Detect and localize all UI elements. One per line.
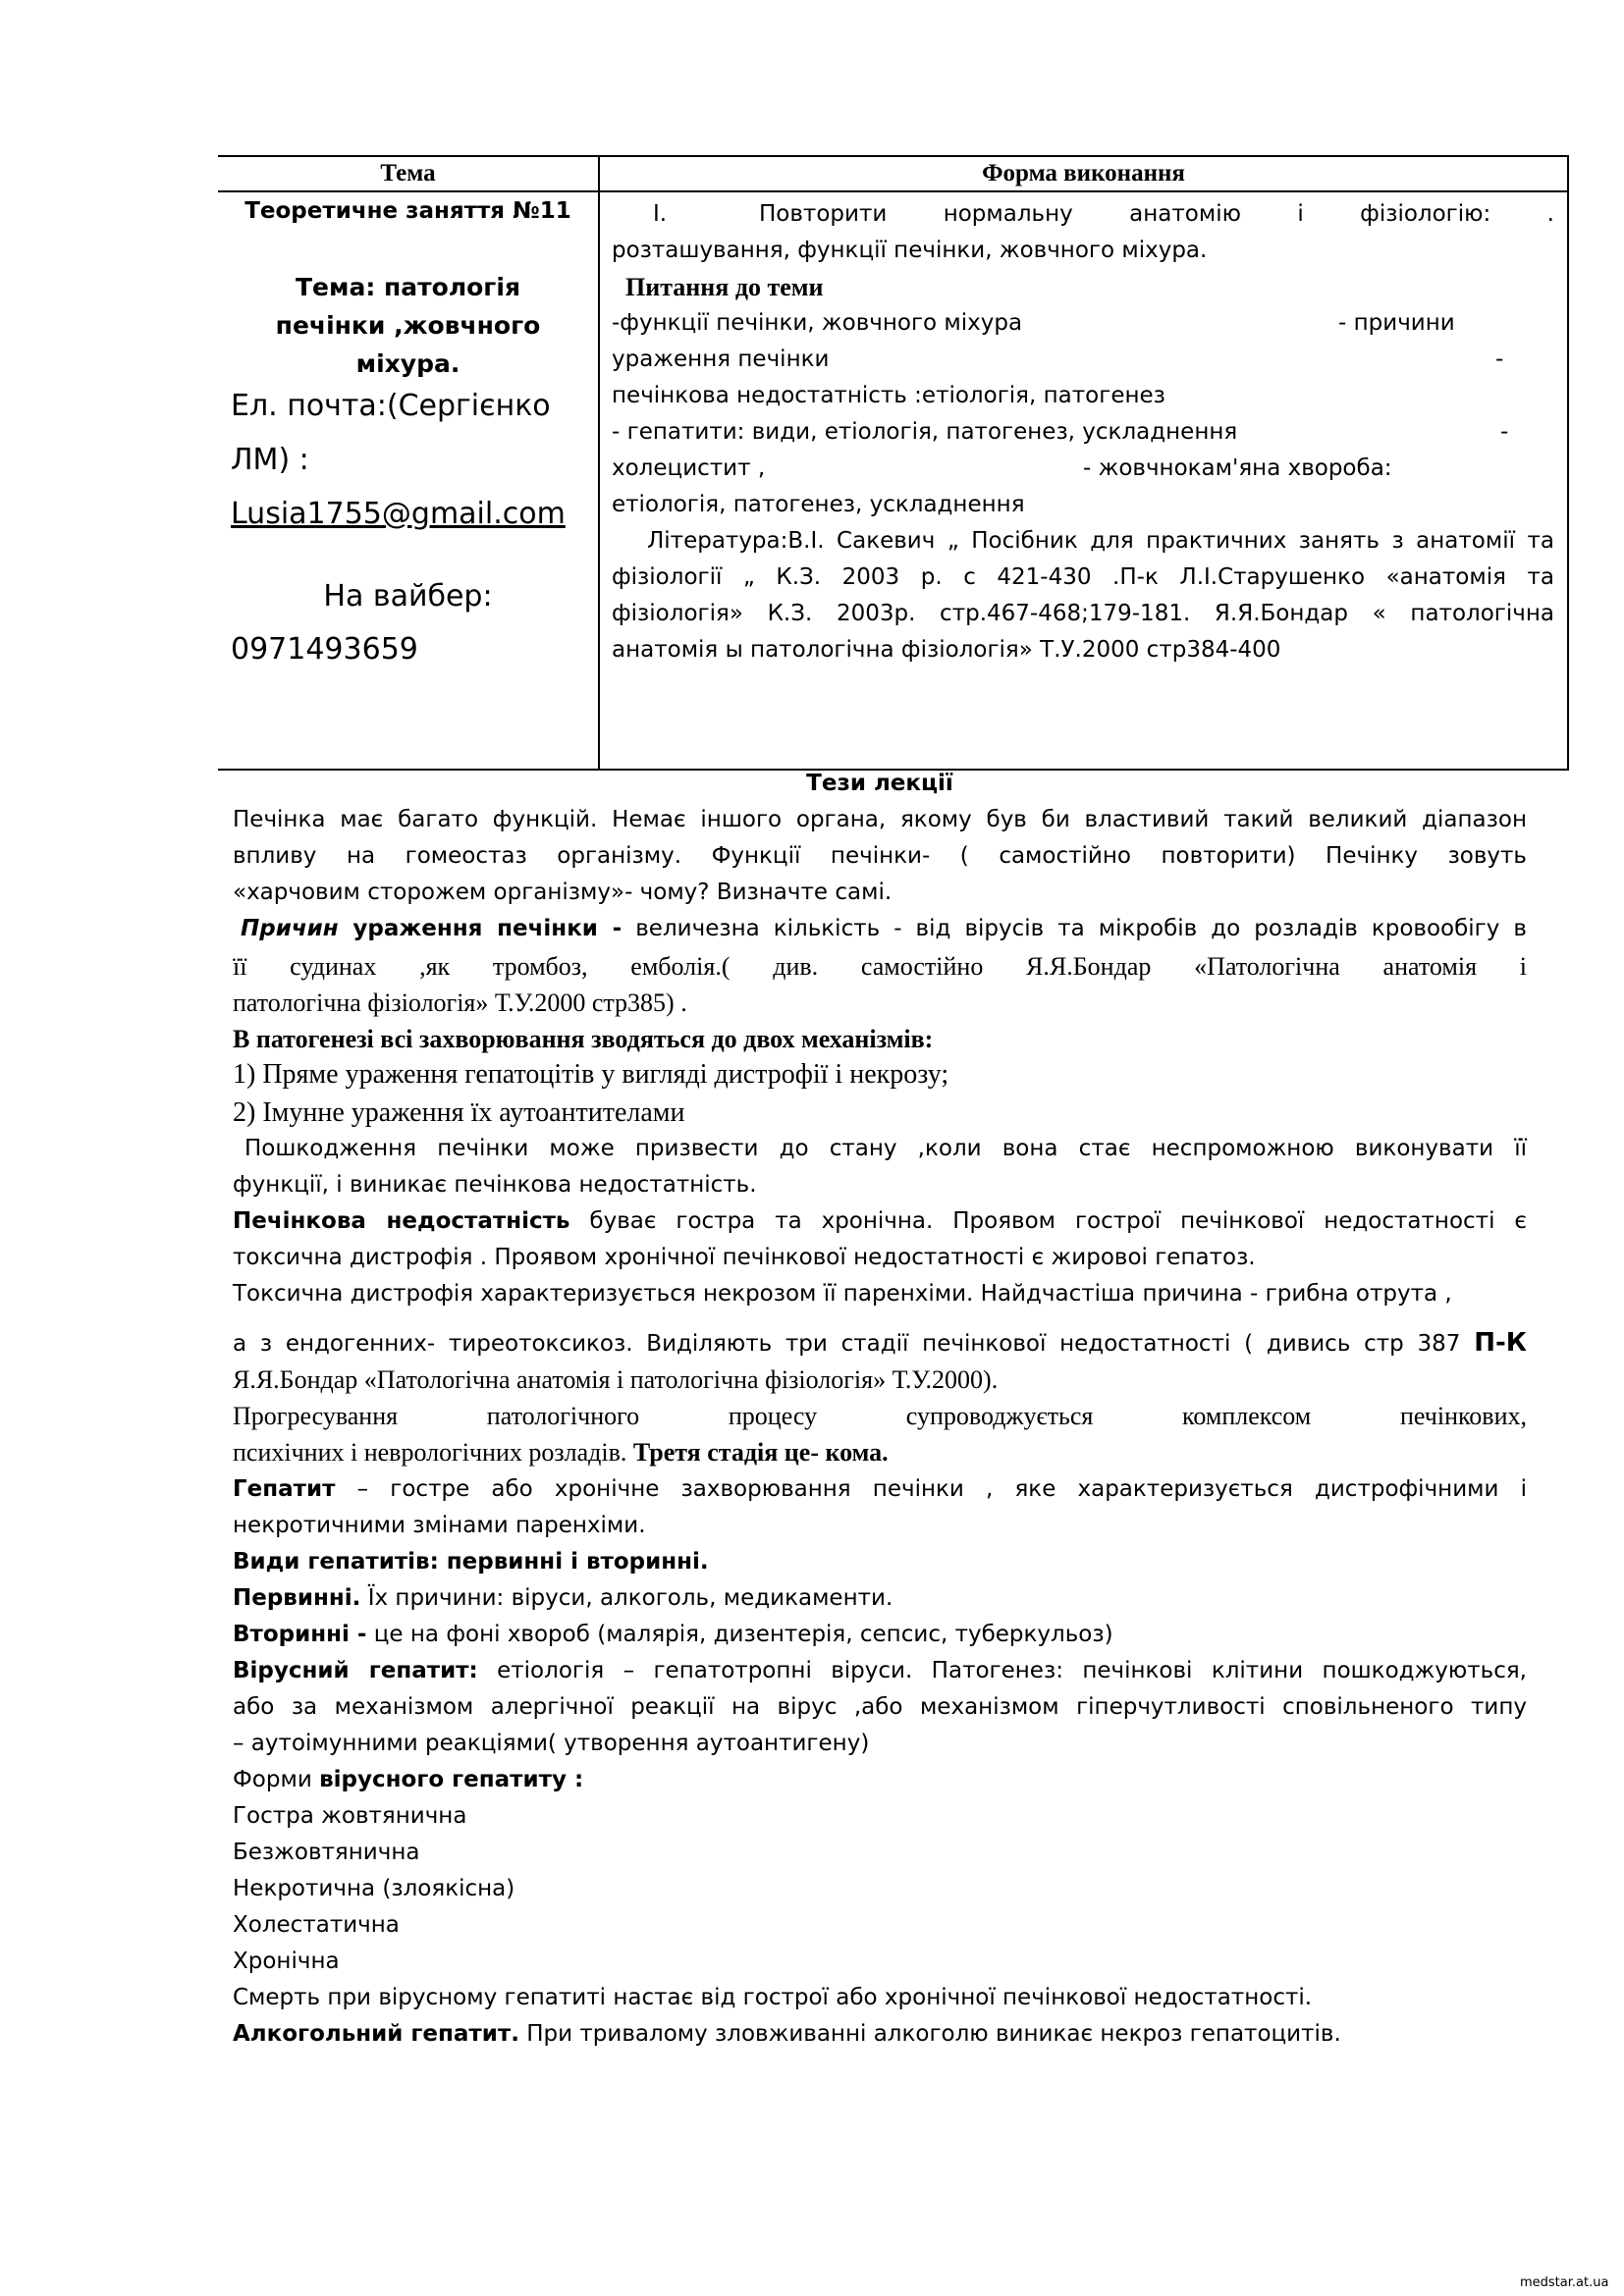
q-liver-damage: ураження печінки — [612, 347, 830, 372]
form-item: Некротична (злоякісна) — [233, 1876, 515, 1901]
q-line-3: печінкова недостатність :етіологія, патогенез — [612, 383, 1165, 408]
para-5-line-3: Я.Я.Бондар «Патологічна анатомія і патологічна фізіологія» Т.У.2000). — [233, 1365, 999, 1394]
q-causes: - причини — [1338, 310, 1455, 336]
forms-heading — [233, 1767, 1527, 1792]
q-line-6: етіологія, патогенез, ускладнення — [612, 492, 1025, 517]
q-cholecystitis: холецистит , — [612, 455, 766, 481]
item-1-cont: розташування, функції печінки, жовчного міхура. — [612, 238, 1208, 263]
para-1-line-2: впливу на гомеостаз організму. Функції печінки- ( самостійно повторити) Печінку зовуть — [233, 843, 1527, 869]
para-1-line-1: Печінка має багато функцій. Немає іншого органа, якому був би властивий такий великий діапазон — [233, 807, 1527, 832]
topic-line-2: печінки ,жовчного — [275, 311, 541, 340]
causes-phrase: ураження печінки - — [338, 916, 623, 941]
lecture-title: Тези лекції — [806, 771, 953, 796]
viral-line-2: або за механізмом алергічної реакції на вірус ,або механізмом гіперчутливості сповільненого типу — [233, 1694, 1527, 1720]
secondary-term: Вторинні - — [233, 1622, 367, 1647]
primary-line — [233, 1585, 1527, 1611]
form-item: Холестатична — [233, 1912, 400, 1938]
alcohol-term: Алкогольний гепатит. — [233, 2021, 519, 2047]
hepatitis-definition: – гостре або хронічне захворювання печінки , яке характеризується дистрофічними і — [335, 1476, 1527, 1502]
q-dash: - — [1495, 347, 1504, 372]
q-line-1 — [612, 305, 1554, 342]
plan-table — [218, 155, 1569, 771]
q-line-5 — [612, 451, 1554, 487]
death-line: Смерть при вірусному гепатиті настає від гострої або хронічної печінкової недостатності. — [233, 1985, 1313, 2010]
insufficiency-text: буває гостра та хронічна. Проявом гострої печінкової недостатності є — [569, 1208, 1527, 1234]
lit-line-3: фізіологія» К.З. 2003р. стр.467-468;179-181. Я.Я.Бондар « патологічна — [612, 601, 1554, 626]
secondary-line — [233, 1622, 1527, 1647]
email-label: Ел. почта:(Сергієнко — [231, 389, 551, 423]
q-gallstone: - жовчнокам'яна хвороба: — [1083, 455, 1392, 481]
para-4-line-1 — [233, 1208, 1527, 1234]
textbook-abbr: П-К — [1474, 1328, 1527, 1358]
q-line-4 — [612, 414, 1554, 451]
viral-line-3: – аутоімунними реакціями( утворення аутоантигену) — [233, 1731, 870, 1756]
q-liver-functions: -функції печінки, жовчного міхура — [612, 310, 1023, 336]
email-link[interactable]: Lusia1755@gmail.com — [231, 497, 566, 531]
insufficiency-term: Печінкова недостатність — [233, 1208, 570, 1234]
lit-line-4: анатомія ы патологічна фізіологія» Т.У.2000 стр384-400 — [612, 637, 1281, 663]
primary-term: Первинні. — [233, 1585, 361, 1611]
lit-line-1: Література:В.І. Сакевич „ Посібник для практичних занять з анатомії та — [647, 528, 1554, 554]
hepatitis-line-1 — [233, 1476, 1527, 1502]
para-2-line-2: її судинах ,як тромбоз, емболія.( див. самостійно Я.Я.Бондар «Патологічна анатомія і — [233, 952, 1527, 981]
mechanism-1: 1) Пряме ураження гепатоцітів у вигляді дистрофії і некрозу; — [233, 1059, 949, 1090]
secondary-text: це на фоні хвороб (малярія, дизентерія, сепсис, туберкульоз) — [366, 1622, 1113, 1647]
hepatitis-types: Види гепатитів: первинні і вторинні. — [233, 1549, 709, 1575]
hepatitis-term: Гепатит — [233, 1476, 336, 1502]
primary-text: Їх причини: віруси, алкоголь, медикаменти. — [360, 1585, 893, 1611]
header-form: Форма виконання — [982, 160, 1185, 187]
para-4-line-2: токсична дистрофія . Проявом хронічної печінкової недостатності є жировоі гепатоз. — [233, 1245, 1256, 1270]
lit-line-2: фізіології „ К.З. 2003 р. с 421-430 .П-к Л.І.Старушенко «анатомія та — [612, 564, 1554, 590]
viber-label: На вайбер: — [323, 579, 493, 614]
item-1-text: Повторити нормальну анатомію і фізіологію: . — [759, 201, 1554, 227]
topic-line-3: міхура. — [355, 349, 460, 378]
site-watermark: medstar.at.ua — [1520, 2275, 1609, 2290]
alcohol-line — [233, 2021, 1527, 2047]
stages-text: а з ендогенних- тиреотоксикоз. Виділяють три стадії печінкової недостатності ( дивись стр 387 — [233, 1331, 1475, 1357]
para-2-line-1 — [241, 916, 1527, 941]
viral-text: етіологія – гепатотропні віруси. Патогенез: печінкові клітини пошкоджуються, — [477, 1658, 1527, 1683]
form-item: Безжовтянична — [233, 1840, 420, 1865]
q-dash-2: - — [1500, 419, 1509, 445]
alcohol-text: При тривалому зловживанні алкоголю виникає некроз гепатоцитів. — [518, 2021, 1341, 2047]
causes-text: величезна кількість - від вірусів та мікробів до розладів кровообігу в — [622, 916, 1527, 941]
q-hepatitis: - гепатити: види, етіологія, патогенез, ускладнення — [612, 419, 1238, 445]
coma-stage: Третя стадія це- кома. — [632, 1438, 889, 1467]
item-1-numeral: I. — [653, 201, 668, 227]
phone-number: 0971493659 — [231, 632, 418, 667]
header-topic: Тема — [380, 160, 436, 187]
causes-word: Причин — [241, 916, 339, 941]
lesson-number: Теоретичне заняття №11 — [244, 198, 571, 224]
para-5-line-2 — [233, 1328, 1527, 1358]
q-line-2 — [612, 342, 1554, 378]
form-item: Хронічна — [233, 1949, 340, 1974]
para-1-line-3: «харчовим сторожем організму»- чому? Визначте самі. — [233, 880, 893, 905]
forms-word: Форми — [233, 1767, 320, 1792]
mechanism-2: 2) Імунне ураження їх аутоантителами — [233, 1097, 685, 1128]
para-5-line-1: Токсична дистрофія характеризується некрозом її паренхіми. Найдчастіша причина - грибна отрута , — [233, 1281, 1452, 1307]
email-label-2: ЛМ) : — [231, 443, 309, 477]
form-item: Гостра жовтянична — [233, 1803, 467, 1829]
pathogenesis-heading: В патогенезі всі захворювання зводяться до двох механізмів: — [233, 1025, 934, 1053]
hepatitis-line-2: некротичними змінами паренхіми. — [233, 1513, 646, 1538]
para-3-line-1: Пошкодження печінки може призвести до стану ,коли вона стає неспроможною виконувати її — [244, 1136, 1527, 1161]
topic-line-1: Тема: патологія — [296, 273, 520, 301]
para-6-line-2 — [233, 1438, 1527, 1468]
para-6-line-1: Прогресування патологічного процесу супроводжується комплексом печінкових, — [233, 1402, 1527, 1430]
para-3-line-2: функції, і виникає печінкова недостатність. — [233, 1172, 757, 1198]
forms-term: вірусного гепатиту : — [319, 1767, 584, 1792]
viral-line-1 — [233, 1658, 1527, 1683]
questions-heading: Питання до теми — [625, 273, 824, 301]
viral-term: Вірусний гепатит: — [233, 1658, 478, 1683]
para-2-line-3: патологічна фізіологія» Т.У.2000 стр385) . — [233, 988, 687, 1017]
disorders-text: психічних і неврологічних розладів. — [233, 1438, 633, 1467]
